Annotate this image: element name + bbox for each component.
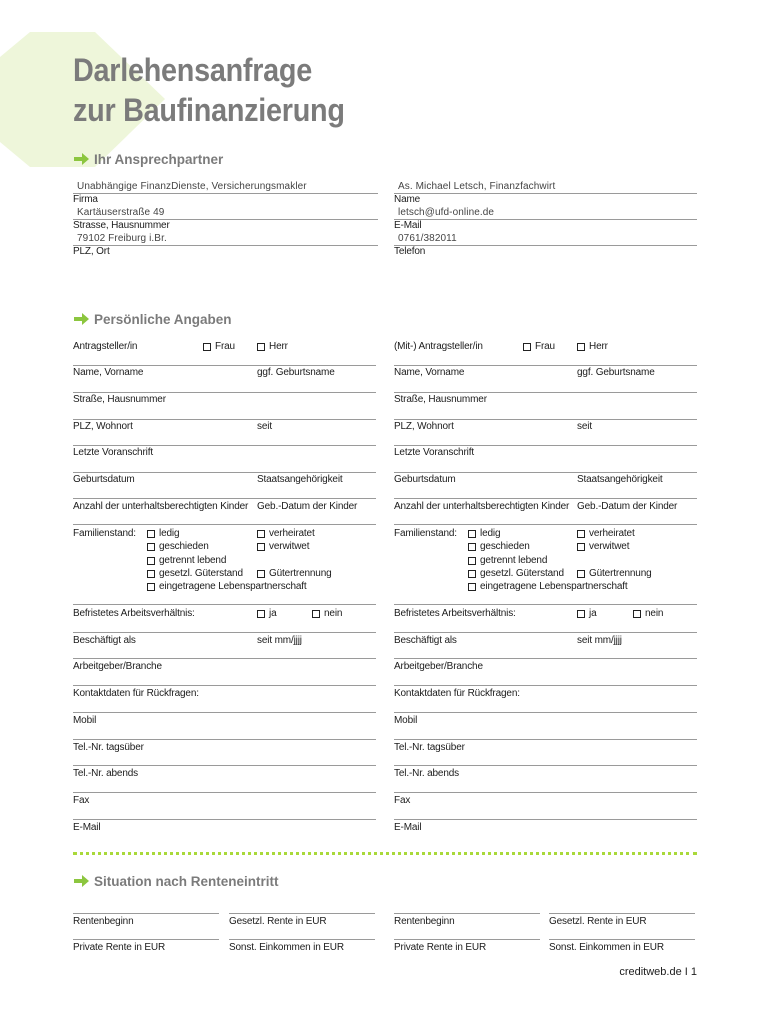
- field-underline: [394, 913, 540, 914]
- field-label[interactable]: ggf. Geburtsname: [257, 367, 335, 378]
- checkbox[interactable]: [468, 570, 476, 578]
- checkbox-label: gesetzl. Güterstand: [480, 568, 564, 579]
- checkbox-label: nein: [324, 608, 343, 619]
- befristet-label: Befristetes Arbeitsverhältnis:: [73, 608, 195, 619]
- arrow-right-icon: [73, 152, 90, 166]
- field-label[interactable]: PLZ, Wohnort: [394, 421, 454, 432]
- field-underline: [229, 939, 375, 940]
- retirement-field-label[interactable]: Sonst. Einkommen in EUR: [229, 942, 344, 953]
- frau-checkbox[interactable]: [523, 341, 555, 353]
- checkbox-label: Gütertrennung: [589, 568, 652, 579]
- field-label[interactable]: Straße, Hausnummer: [73, 394, 166, 405]
- field-underline: [73, 765, 376, 766]
- checkbox-label: Frau: [215, 341, 235, 352]
- field-underline: [394, 498, 697, 499]
- checkbox-label: Frau: [535, 341, 555, 352]
- field-underline: [394, 632, 697, 633]
- retirement-field-label[interactable]: Rentenbeginn: [73, 916, 134, 927]
- field-label[interactable]: PLZ, Wohnort: [73, 421, 133, 432]
- field-label[interactable]: Geb.-Datum der Kinder: [257, 501, 358, 512]
- verheiratet-checkbox[interactable]: [577, 528, 635, 540]
- field-label[interactable]: Fax: [73, 795, 90, 806]
- field-label[interactable]: Geb.-Datum der Kinder: [577, 501, 678, 512]
- retirement-field-label[interactable]: Private Rente in EUR: [394, 942, 487, 953]
- field-underline: [73, 419, 376, 420]
- field-label[interactable]: Staatsangehörigkeit: [577, 474, 663, 485]
- field-label[interactable]: Beschäftigt als: [394, 635, 457, 646]
- field-label[interactable]: Arbeitgeber/Branche: [394, 661, 483, 672]
- field-underline: [73, 939, 219, 940]
- guetertrennung-checkbox[interactable]: [257, 568, 332, 580]
- field-underline: [394, 792, 697, 793]
- checkbox-label: geschieden: [159, 541, 209, 552]
- field-label[interactable]: Anzahl der unterhaltsberechtigten Kinder: [394, 501, 570, 512]
- field-underline: [73, 245, 378, 246]
- field-underline: [73, 913, 219, 914]
- checkbox[interactable]: [468, 583, 476, 591]
- checkbox-label: getrennt lebend: [480, 555, 548, 566]
- contact-label: Firma: [73, 194, 98, 205]
- field-label[interactable]: seit mm/jjjj: [257, 635, 302, 646]
- checkbox-label: getrennt lebend: [159, 555, 227, 566]
- getrennt-lebend-checkbox[interactable]: [468, 555, 547, 567]
- lebenspartnerschaft-checkbox[interactable]: [147, 581, 307, 593]
- checkbox[interactable]: [257, 570, 265, 578]
- field-label[interactable]: E-Mail: [394, 822, 422, 833]
- checkbox-label: gesetzl. Güterstand: [159, 568, 243, 579]
- field-label[interactable]: seit mm/jjjj: [577, 635, 622, 646]
- field-underline: [73, 365, 376, 366]
- retirement-field-label[interactable]: Rentenbeginn: [394, 916, 455, 927]
- ledig-checkbox[interactable]: [147, 528, 179, 540]
- contact-label: PLZ, Ort: [73, 246, 110, 257]
- contact-value[interactable]: Kartäuserstraße 49: [77, 207, 165, 218]
- checkbox-label: ledig: [480, 528, 501, 539]
- checkbox[interactable]: [468, 530, 476, 538]
- field-underline: [394, 739, 697, 740]
- field-underline: [229, 913, 375, 914]
- field-label[interactable]: Fax: [394, 795, 411, 806]
- field-underline: [73, 819, 376, 820]
- field-underline: [549, 913, 695, 914]
- checkbox-label: verheiratet: [589, 528, 635, 539]
- checkbox[interactable]: [147, 543, 155, 551]
- field-label[interactable]: ggf. Geburtsname: [577, 367, 655, 378]
- ja-checkbox[interactable]: [577, 608, 596, 620]
- contact-label: E-Mail: [394, 220, 422, 231]
- checkbox-label: verheiratet: [269, 528, 315, 539]
- field-label[interactable]: seit: [577, 421, 592, 432]
- checkbox-label: verwitwet: [589, 541, 630, 552]
- family-status-label: Familienstand:: [73, 528, 136, 539]
- checkbox-label: ja: [269, 608, 277, 619]
- field-label[interactable]: Mobil: [73, 715, 97, 726]
- retirement-field-label[interactable]: Gesetzl. Rente in EUR: [229, 916, 327, 927]
- retirement-field-label[interactable]: Gesetzl. Rente in EUR: [549, 916, 647, 927]
- field-label[interactable]: Name, Vorname: [394, 367, 465, 378]
- field-label[interactable]: Kontaktdaten für Rückfragen:: [73, 688, 199, 699]
- retirement-field-label[interactable]: Sonst. Einkommen in EUR: [549, 942, 664, 953]
- contact-value[interactable]: letsch@ufd-online.de: [398, 207, 495, 218]
- field-label[interactable]: Straße, Hausnummer: [394, 394, 487, 405]
- field-underline: [549, 939, 695, 940]
- checkbox-label: ja: [589, 608, 597, 619]
- geschieden-checkbox[interactable]: [147, 541, 209, 553]
- contact-label: Name: [394, 194, 421, 205]
- checkbox[interactable]: [257, 530, 265, 538]
- field-underline: [394, 685, 697, 686]
- field-label[interactable]: Name, Vorname: [73, 367, 144, 378]
- getrennt-lebend-checkbox[interactable]: [147, 555, 226, 567]
- field-underline: [394, 419, 697, 420]
- checkbox[interactable]: [257, 343, 265, 351]
- field-label[interactable]: Geburtsdatum: [73, 474, 135, 485]
- checkbox[interactable]: [203, 343, 211, 351]
- contact-value[interactable]: Unabhängige FinanzDienste, Versicherungsmakler: [77, 181, 307, 192]
- field-label[interactable]: Arbeitgeber/Branche: [73, 661, 162, 672]
- section-heading-contact: Ihr Ansprechpartner: [73, 150, 223, 168]
- field-underline: [394, 365, 697, 366]
- nein-checkbox[interactable]: [312, 608, 342, 620]
- checkbox[interactable]: [147, 583, 155, 591]
- field-underline: [394, 712, 697, 713]
- checkbox-label: verwitwet: [269, 541, 310, 552]
- herr-checkbox[interactable]: [577, 341, 608, 353]
- field-label[interactable]: seit: [257, 421, 272, 432]
- contact-label: Telefon: [394, 246, 426, 257]
- field-label[interactable]: Letzte Voranschrift: [394, 447, 474, 458]
- field-underline: [73, 445, 376, 446]
- checkbox[interactable]: [468, 543, 476, 551]
- field-label[interactable]: Staatsangehörigkeit: [257, 474, 343, 485]
- checkbox[interactable]: [257, 610, 265, 618]
- field-label[interactable]: E-Mail: [73, 822, 101, 833]
- retirement-field-label[interactable]: Private Rente in EUR: [73, 942, 166, 953]
- checkbox[interactable]: [577, 543, 585, 551]
- contact-label: Strasse, Hausnummer: [73, 220, 170, 231]
- applicant-title-right: (Mit-) Antragsteller/in: [394, 341, 483, 352]
- field-underline: [73, 739, 376, 740]
- field-underline: [73, 193, 378, 194]
- field-underline: [394, 524, 697, 525]
- section-divider: [73, 852, 697, 855]
- nein-checkbox[interactable]: [633, 608, 663, 620]
- checkbox-label: geschieden: [480, 541, 530, 552]
- field-underline: [73, 658, 376, 659]
- arrow-right-icon: [73, 874, 90, 888]
- field-underline: [73, 792, 376, 793]
- contact-value[interactable]: 79102 Freiburg i.Br.: [77, 233, 167, 244]
- field-underline: [394, 445, 697, 446]
- field-underline: [394, 604, 697, 605]
- checkbox[interactable]: [577, 570, 585, 578]
- checkbox-label: Gütertrennung: [269, 568, 332, 579]
- field-label[interactable]: Tel.-Nr. tagsüber: [394, 742, 465, 753]
- applicant-title-left: Antragsteller/in: [73, 341, 138, 352]
- geschieden-checkbox[interactable]: [468, 541, 530, 553]
- checkbox[interactable]: [147, 570, 155, 578]
- field-label[interactable]: Tel.-Nr. tagsüber: [73, 742, 144, 753]
- field-label[interactable]: Mobil: [394, 715, 418, 726]
- family-status-label: Familienstand:: [394, 528, 457, 539]
- verwitwet-checkbox[interactable]: [577, 541, 629, 553]
- checkbox[interactable]: [523, 343, 531, 351]
- ledig-checkbox[interactable]: [468, 528, 500, 540]
- field-underline: [394, 392, 697, 393]
- checkbox-label: Herr: [589, 341, 608, 352]
- field-underline: [394, 472, 697, 473]
- arrow-right-icon: [73, 312, 90, 326]
- checkbox[interactable]: [312, 610, 320, 618]
- field-label[interactable]: Geburtsdatum: [394, 474, 456, 485]
- field-underline: [394, 819, 697, 820]
- field-underline: [73, 712, 376, 713]
- checkbox-label: Herr: [269, 341, 288, 352]
- field-underline: [73, 392, 376, 393]
- field-underline: [394, 193, 697, 194]
- checkbox[interactable]: [577, 610, 585, 618]
- field-underline: [394, 658, 697, 659]
- field-label[interactable]: Anzahl der unterhaltsberechtigten Kinder: [73, 501, 249, 512]
- field-label[interactable]: Beschäftigt als: [73, 635, 136, 646]
- gesetzl-gueterstand-checkbox[interactable]: [147, 568, 243, 580]
- checkbox[interactable]: [257, 543, 265, 551]
- befristet-label: Befristetes Arbeitsverhältnis:: [394, 608, 516, 619]
- verheiratet-checkbox[interactable]: [257, 528, 315, 540]
- field-underline: [73, 498, 376, 499]
- field-underline: [394, 939, 540, 940]
- frau-checkbox[interactable]: [203, 341, 235, 353]
- checkbox-label: eingetragene Lebenspartnerschaft: [480, 581, 628, 592]
- field-label[interactable]: Tel.-Nr. abends: [73, 768, 139, 779]
- section-heading-personal: Persönliche Angaben: [73, 310, 232, 328]
- checkbox-label: eingetragene Lebenspartnerschaft: [159, 581, 307, 592]
- checkbox[interactable]: [147, 557, 155, 565]
- field-label[interactable]: Tel.-Nr. abends: [394, 768, 460, 779]
- field-underline: [394, 219, 697, 220]
- ja-checkbox[interactable]: [257, 608, 276, 620]
- field-underline: [394, 765, 697, 766]
- guetertrennung-checkbox[interactable]: [577, 568, 652, 580]
- checkbox-label: nein: [645, 608, 664, 619]
- section-heading-retirement: Situation nach Renteneintritt: [73, 872, 279, 890]
- checkbox[interactable]: [633, 610, 641, 618]
- field-underline: [73, 472, 376, 473]
- footer-page-number: creditweb.de I 1: [619, 966, 697, 978]
- contact-value[interactable]: As. Michael Letsch, Finanzfachwirt: [398, 181, 556, 192]
- herr-checkbox[interactable]: [257, 341, 288, 353]
- checkbox[interactable]: [468, 557, 476, 565]
- field-underline: [73, 524, 376, 525]
- gesetzl-gueterstand-checkbox[interactable]: [468, 568, 564, 580]
- checkbox-label: ledig: [159, 528, 180, 539]
- field-label[interactable]: Kontaktdaten für Rückfragen:: [394, 688, 520, 699]
- checkbox[interactable]: [147, 530, 155, 538]
- verwitwet-checkbox[interactable]: [257, 541, 309, 553]
- checkbox[interactable]: [577, 343, 585, 351]
- field-label[interactable]: Letzte Voranschrift: [73, 447, 153, 458]
- field-underline: [73, 632, 376, 633]
- field-underline: [394, 245, 697, 246]
- field-underline: [73, 604, 376, 605]
- field-underline: [73, 685, 376, 686]
- contact-value[interactable]: 0761/382011: [398, 233, 457, 244]
- checkbox[interactable]: [577, 530, 585, 538]
- lebenspartnerschaft-checkbox[interactable]: [468, 581, 628, 593]
- page-title: Darlehensanfrage zur Baufinanzierung: [73, 52, 345, 128]
